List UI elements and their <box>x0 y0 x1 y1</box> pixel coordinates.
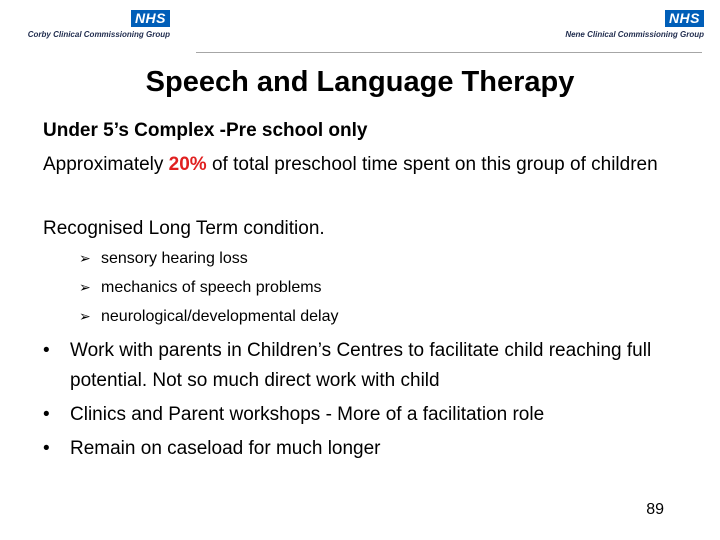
bullet-item-text: Clinics and Parent workshops - More of a facilitation role <box>70 404 545 425</box>
bullet-item <box>43 434 693 464</box>
bullet-item <box>43 336 693 396</box>
nhs-badge: NHS <box>665 10 704 27</box>
slide-title: Speech and Language Therapy <box>145 66 575 98</box>
corby-ccg-logo <box>14 10 170 40</box>
time-share-percent: 20% <box>168 154 207 175</box>
condition-list <box>79 244 639 331</box>
bullet-dot-icon: • <box>43 340 50 361</box>
arrow-bullet-icon: ➢ <box>79 279 91 295</box>
long-term-condition-text: Recognised Long Term condition. <box>43 218 325 239</box>
bullet-dot-icon: • <box>43 438 50 459</box>
corby-ccg-name: Corby Clinical Commissioning Group <box>27 30 170 39</box>
condition-item-text: neurological/developmental delay <box>101 308 339 325</box>
page-number: 89 <box>646 501 664 518</box>
condition-item <box>79 302 639 331</box>
arrow-bullet-icon: ➢ <box>79 250 91 266</box>
time-share-suffix: of total preschool time spent on this group of children <box>206 154 658 175</box>
bullet-item <box>43 400 693 430</box>
condition-item <box>79 273 639 302</box>
nene-ccg-name: Nene Clinical Commissioning Group <box>565 30 704 39</box>
condition-item-text: mechanics of speech problems <box>101 279 322 296</box>
header-divider <box>196 52 702 53</box>
condition-item-text: sensory hearing loss <box>101 250 248 267</box>
condition-item <box>79 244 639 273</box>
subheading: Under 5’s Complex -Pre school only <box>43 120 368 141</box>
bullet-dot-icon: • <box>43 404 50 425</box>
bullet-item-text: Remain on caseload for much longer <box>70 438 381 459</box>
arrow-bullet-icon: ➢ <box>79 308 91 324</box>
bullet-item-text: Work with parents in Children’s Centres to facilitate child reaching full potential. Not so much direct work with child <box>70 340 652 391</box>
nene-ccg-logo <box>548 10 704 40</box>
work-bullet-list <box>43 336 693 468</box>
time-share-prefix: Approximately <box>43 154 169 175</box>
nhs-badge: NHS <box>131 10 170 27</box>
time-share-text <box>43 151 683 178</box>
